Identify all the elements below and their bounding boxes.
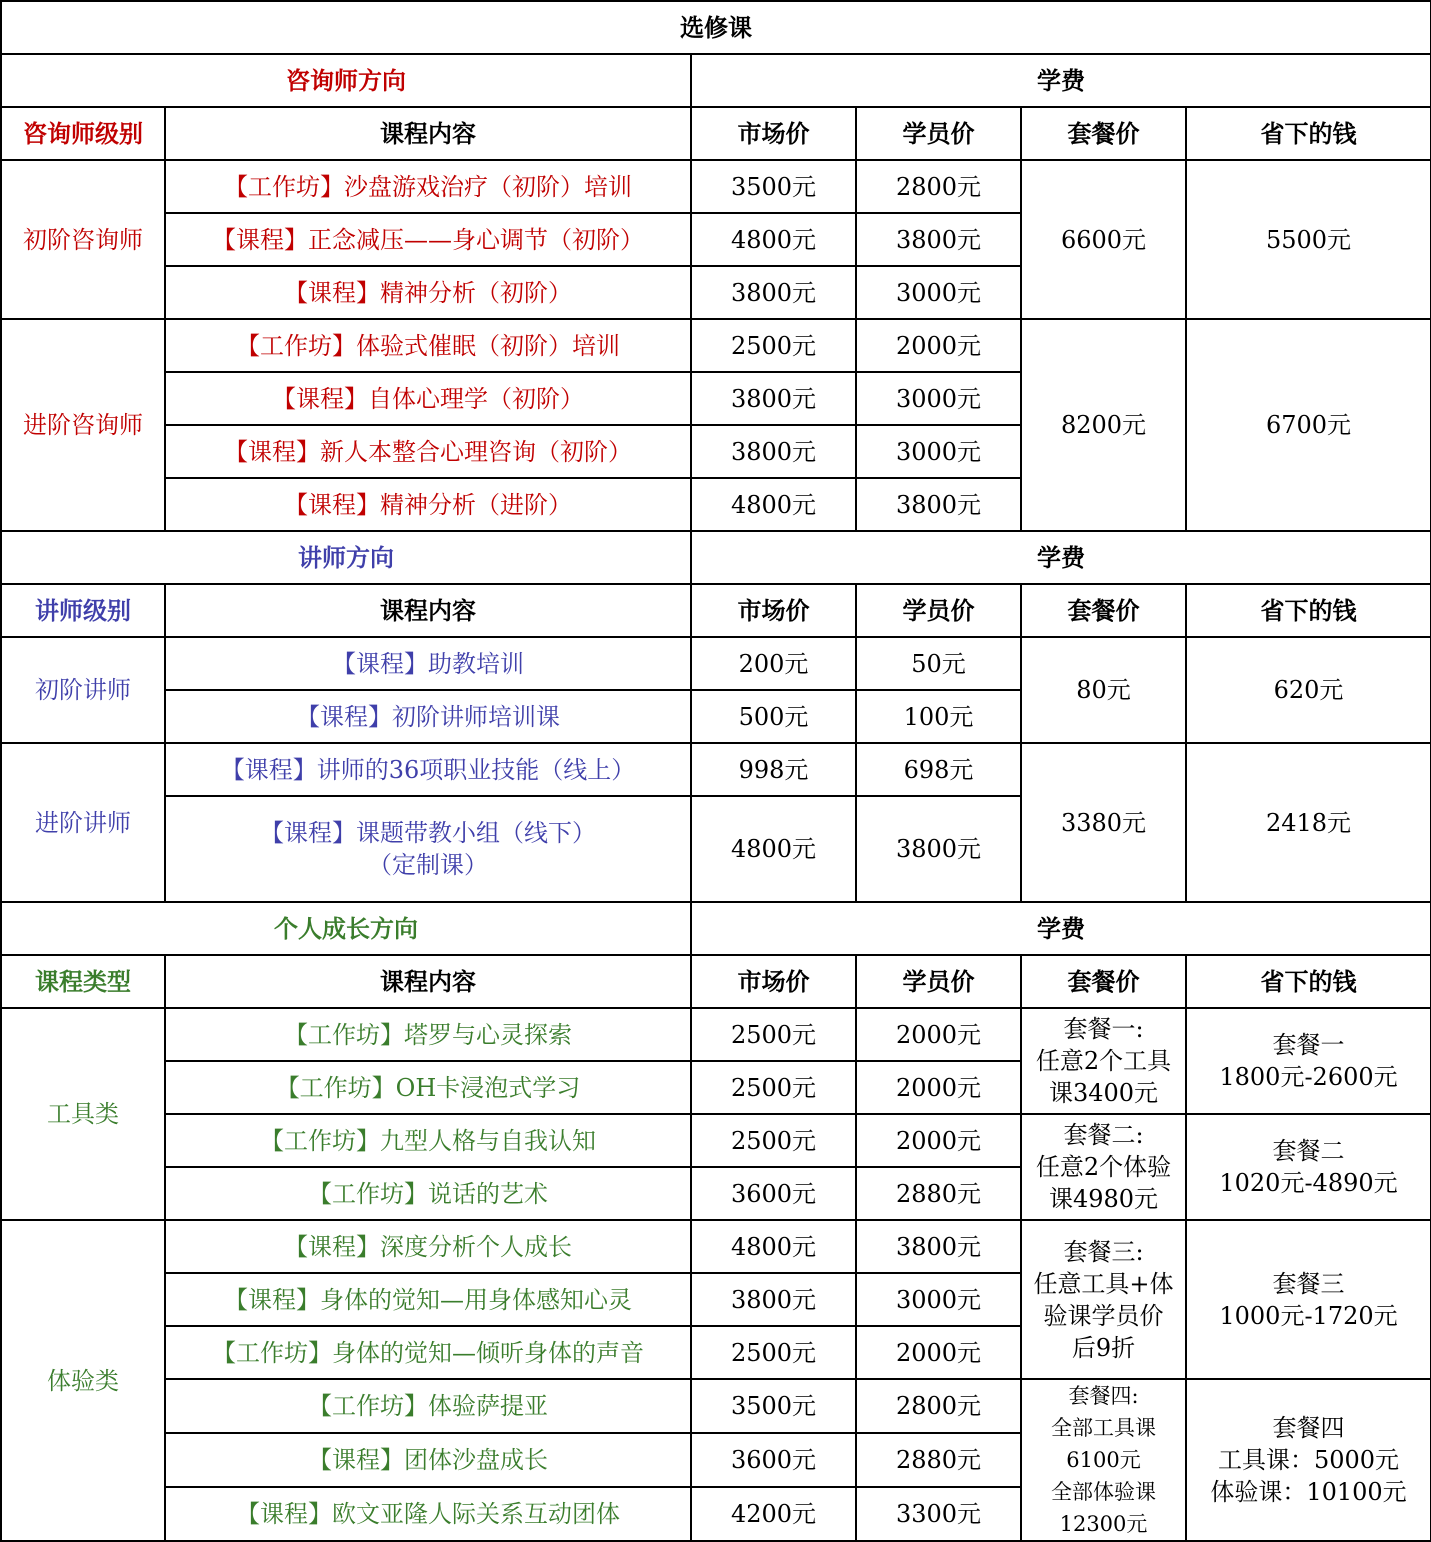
member-price: 2000元 [856,1326,1021,1379]
title-row [1,1,1431,54]
table-row [1,637,1431,690]
market-price: 2500元 [691,319,856,372]
course-name: 【课程】助教培训 [165,637,691,690]
market-price-header: 市场价 [691,955,856,1008]
member-price: 698元 [856,743,1021,796]
package-description [1021,1220,1186,1379]
member-price-header: 学员价 [856,584,1021,637]
market-price: 2500元 [691,1114,856,1167]
market-price: 2500元 [691,1008,856,1061]
member-price: 2800元 [856,160,1021,213]
course-name-line: （定制课） [368,851,488,879]
saved-money: 5500元 [1186,160,1431,319]
course-name: 【课程】自体心理学（初阶） [165,372,691,425]
market-price: 500元 [691,690,856,743]
package-description [1021,1008,1186,1114]
member-price: 3000元 [856,266,1021,319]
saved-money-header: 省下的钱 [1186,584,1431,637]
market-price: 3800元 [691,372,856,425]
table-row [1,160,1431,213]
course-name: 【工作坊】体验萨提亚 [165,1379,691,1433]
market-price: 3800元 [691,425,856,478]
package-saved [1186,1008,1431,1114]
table-row [1,319,1431,372]
course-name: 【课程】正念减压——身心调节（初阶） [165,213,691,266]
content-column-header: 课程内容 [165,955,691,1008]
market-price: 3800元 [691,1273,856,1326]
market-price: 4800元 [691,213,856,266]
saved-line: 1020元-4890元 [1219,1169,1398,1197]
table-title: 选修课 [1,1,1431,54]
package-line: 任意2个工具 [1035,1047,1172,1075]
member-price: 2880元 [856,1167,1021,1220]
saved-money: 6700元 [1186,319,1431,531]
member-price: 2000元 [856,1114,1021,1167]
market-price: 4800元 [691,1220,856,1273]
saved-money: 2418元 [1186,743,1431,902]
market-price-header: 市场价 [691,107,856,160]
course-name: 【工作坊】OH卡浸泡式学习 [165,1061,691,1114]
fee-heading: 学费 [691,531,1431,584]
fee-heading: 学费 [691,902,1431,955]
column-header-row [1,107,1431,160]
course-name: 【工作坊】身体的觉知—倾听身体的声音 [165,1326,691,1379]
course-name: 【课程】深度分析个人成长 [165,1220,691,1273]
member-price: 3800元 [856,478,1021,531]
package-line: 套餐一: [1063,1015,1144,1043]
package-line: 12300元 [1059,1512,1148,1536]
package-line: 课3400元 [1048,1079,1159,1107]
market-price: 4200元 [691,1487,856,1541]
package-description [1021,1379,1186,1541]
saved-money: 620元 [1186,637,1431,743]
fee-heading: 学费 [691,54,1431,107]
saved-line: 套餐三 [1272,1269,1345,1298]
content-column-header: 课程内容 [165,584,691,637]
type-cell: 工具类 [1,1008,165,1220]
market-price: 998元 [691,743,856,796]
saved-line: 1000元-1720元 [1219,1301,1398,1330]
table-row [1,1220,1431,1273]
package-line: 6100元 [1066,1448,1141,1472]
type-cell: 体验类 [1,1220,165,1541]
market-price: 3600元 [691,1433,856,1487]
member-price: 2000元 [856,1061,1021,1114]
market-price: 3500元 [691,160,856,213]
course-name: 【工作坊】体验式催眠（初阶）培训 [165,319,691,372]
section-header-row [1,902,1431,955]
package-saved [1186,1379,1431,1541]
member-price-header: 学员价 [856,107,1021,160]
market-price: 3800元 [691,266,856,319]
package-line: 后9折 [1071,1333,1136,1362]
table-row [1,1379,1431,1433]
member-price: 3800元 [856,1220,1021,1273]
level-cell: 初阶讲师 [1,637,165,743]
market-price: 2500元 [691,1326,856,1379]
content-column-header: 课程内容 [165,107,691,160]
package-price-header: 套餐价 [1021,955,1186,1008]
package-price: 8200元 [1021,319,1186,531]
table-row [1,743,1431,796]
table-row [1,1114,1431,1167]
member-price: 2880元 [856,1433,1021,1487]
saved-line: 套餐四 [1272,1414,1345,1442]
course-name: 【课程】精神分析（进阶） [165,478,691,531]
member-price: 50元 [856,637,1021,690]
course-name: 【工作坊】九型人格与自我认知 [165,1114,691,1167]
member-price: 3000元 [856,372,1021,425]
package-line: 全部工具课 [1051,1416,1156,1440]
package-line: 任意工具+体 [1033,1269,1174,1298]
market-price-header: 市场价 [691,584,856,637]
member-price: 100元 [856,690,1021,743]
table-row [1,1008,1431,1061]
package-price: 3380元 [1021,743,1186,902]
type-column-header: 课程类型 [1,955,165,1008]
column-header-row [1,584,1431,637]
member-price: 3800元 [856,796,1021,902]
level-cell: 进阶讲师 [1,743,165,902]
course-name [165,796,691,902]
market-price: 3500元 [691,1379,856,1433]
growth-direction-heading: 个人成长方向 [1,902,691,955]
package-price: 6600元 [1021,160,1186,319]
section-header-row [1,531,1431,584]
package-price: 80元 [1021,637,1186,743]
package-line: 套餐四: [1068,1384,1139,1408]
member-price-header: 学员价 [856,955,1021,1008]
package-line: 验课学员价 [1043,1301,1164,1330]
member-price: 2800元 [856,1379,1021,1433]
counselor-direction-heading: 咨询师方向 [1,54,691,107]
saved-line: 套餐一 [1272,1031,1345,1059]
course-name: 【工作坊】塔罗与心灵探索 [165,1008,691,1061]
section-header-row [1,54,1431,107]
level-column-header: 咨询师级别 [1,107,165,160]
level-cell: 初阶咨询师 [1,160,165,319]
course-name: 【工作坊】沙盘游戏治疗（初阶）培训 [165,160,691,213]
member-price: 3000元 [856,425,1021,478]
saved-line: 工具课：5000元 [1217,1446,1400,1474]
saved-line: 体验课：10100元 [1210,1478,1407,1506]
package-price-header: 套餐价 [1021,107,1186,160]
package-saved [1186,1114,1431,1220]
package-saved [1186,1220,1431,1379]
course-name: 【课程】初阶讲师培训课 [165,690,691,743]
lecturer-direction-heading: 讲师方向 [1,531,691,584]
package-line: 套餐三: [1063,1237,1144,1266]
level-column-header: 讲师级别 [1,584,165,637]
course-name: 【课程】身体的觉知—用身体感知心灵 [165,1273,691,1326]
market-price: 2500元 [691,1061,856,1114]
member-price: 2000元 [856,319,1021,372]
package-line: 套餐二: [1063,1121,1144,1149]
course-name: 【课程】团体沙盘成长 [165,1433,691,1487]
course-name: 【课程】讲师的36项职业技能（线上） [165,743,691,796]
market-price: 4800元 [691,796,856,902]
member-price: 3300元 [856,1487,1021,1541]
saved-line: 1800元-2600元 [1219,1063,1398,1091]
course-name: 【课程】欧文亚隆人际关系互动团体 [165,1487,691,1541]
course-name: 【课程】新人本整合心理咨询（初阶） [165,425,691,478]
member-price: 2000元 [856,1008,1021,1061]
package-description [1021,1114,1186,1220]
course-name: 【工作坊】说话的艺术 [165,1167,691,1220]
member-price: 3000元 [856,1273,1021,1326]
saved-line: 套餐二 [1272,1137,1345,1165]
package-line: 课4980元 [1048,1185,1159,1213]
market-price: 200元 [691,637,856,690]
package-line: 任意2个体验 [1035,1153,1172,1181]
member-price: 3800元 [856,213,1021,266]
saved-money-header: 省下的钱 [1186,107,1431,160]
package-line: 全部体验课 [1051,1480,1156,1504]
level-cell: 进阶咨询师 [1,319,165,531]
saved-money-header: 省下的钱 [1186,955,1431,1008]
column-header-row [1,955,1431,1008]
course-name: 【课程】精神分析（初阶） [165,266,691,319]
market-price: 4800元 [691,478,856,531]
course-name-line: 【课程】课题带教小组（线下） [260,819,596,847]
market-price: 3600元 [691,1167,856,1220]
package-price-header: 套餐价 [1021,584,1186,637]
